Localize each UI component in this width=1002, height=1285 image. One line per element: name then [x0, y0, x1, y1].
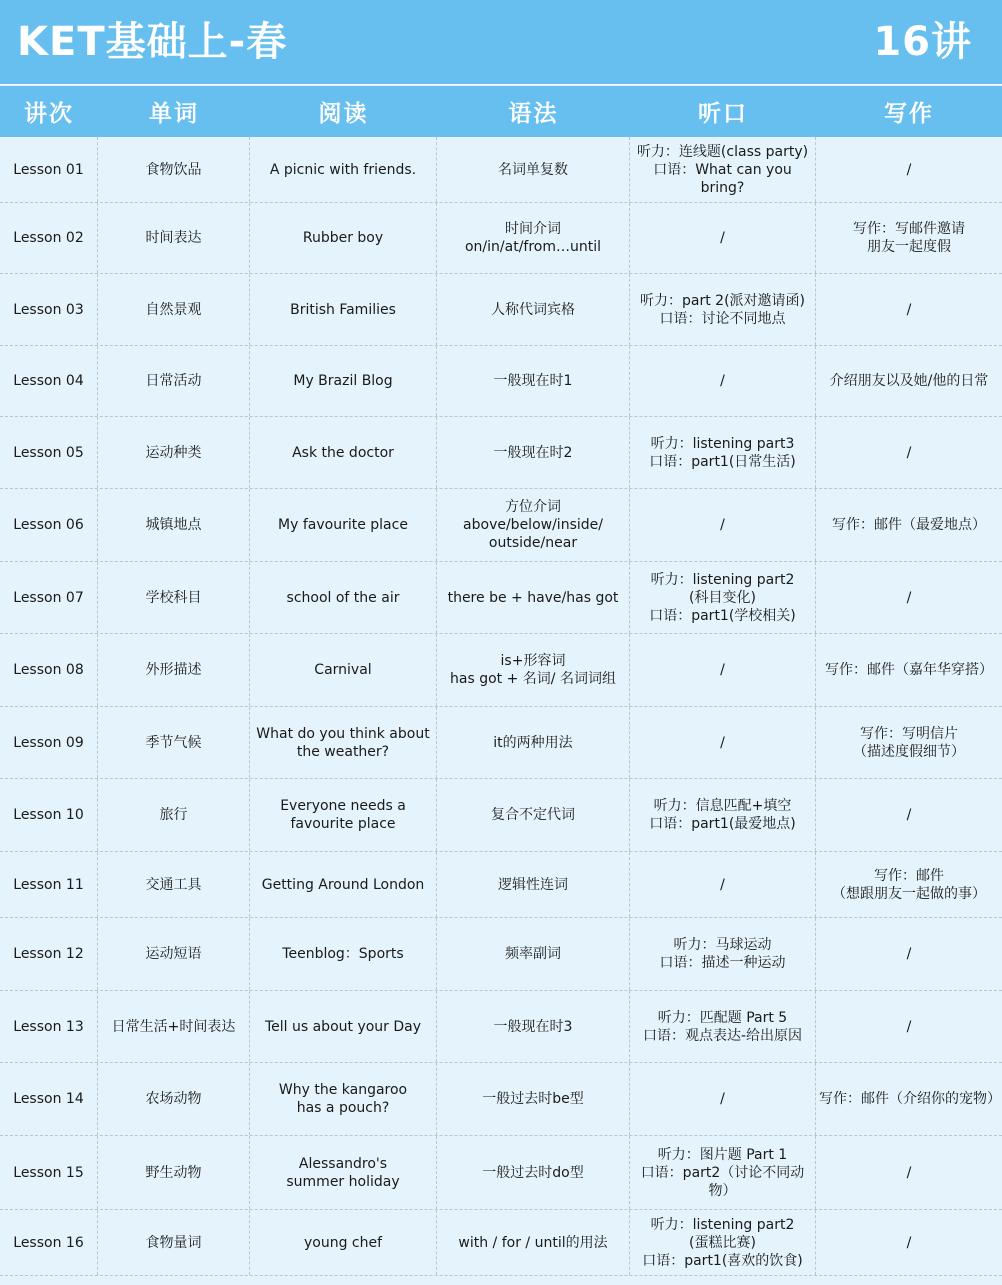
title-bar — [0, 0, 1002, 85]
grammar-cell: 一般现在时1 — [437, 346, 630, 416]
grammar-cell: 一般现在时3 — [437, 991, 630, 1062]
table-row — [0, 489, 1002, 562]
writing-cell: / — [906, 444, 912, 461]
writing-cell: 写作：写邮件邀请 朋友一起度假 — [853, 221, 965, 255]
vocabulary-cell: 运动短语 — [98, 918, 250, 990]
reading-cell: Ask the doctor — [250, 417, 437, 488]
table-header — [0, 86, 1002, 137]
listening-speaking-cell: 听力：匹配题 Part 5 口语：观点表达-给出原因 — [630, 991, 816, 1062]
writing-cell: / — [906, 1018, 912, 1035]
table-row — [0, 1136, 1002, 1210]
vocabulary-cell: 食物饮品 — [98, 137, 250, 202]
writing-cell: / — [906, 1164, 912, 1181]
session-cell: Lesson 14 — [0, 1063, 98, 1135]
reading-cell: Getting Around London — [250, 852, 437, 917]
session-cell: Lesson 07 — [0, 562, 98, 633]
writing-cell: 写作：邮件（嘉年华穿搭） — [825, 662, 993, 678]
reading-cell: A picnic with friends. — [250, 137, 437, 202]
vocabulary-cell: 城镇地点 — [98, 489, 250, 561]
lecture-count: 16讲 — [873, 19, 972, 65]
reading-cell: school of the air — [250, 562, 437, 633]
writing-cell: / — [906, 807, 912, 823]
table-body — [0, 137, 1002, 1276]
table-row — [0, 562, 1002, 634]
session-cell: Lesson 04 — [0, 346, 98, 416]
reading-cell: My favourite place — [250, 489, 437, 561]
vocabulary-cell: 食物量词 — [98, 1210, 250, 1275]
listening-speaking-cell: / — [630, 489, 816, 561]
grammar-cell: with / for / until的用法 — [437, 1210, 630, 1275]
column-header-reading: 阅读 — [318, 101, 369, 127]
table-row — [0, 417, 1002, 489]
listening-speaking-cell: / — [630, 852, 816, 917]
vocabulary-cell: 学校科目 — [98, 562, 250, 633]
reading-cell: Teenblog：Sports — [250, 918, 437, 990]
grammar-cell: 一般过去时be型 — [437, 1063, 630, 1135]
writing-cell: 写作：邮件（最爱地点） — [832, 517, 986, 533]
reading-cell: Alessandro's summer holiday — [250, 1136, 437, 1209]
table-row — [0, 779, 1002, 852]
column-header-session: 讲次 — [24, 101, 74, 127]
writing-cell: / — [906, 301, 912, 318]
page-title: KET基础上-春 — [17, 19, 288, 65]
session-cell: Lesson 09 — [0, 707, 98, 778]
listening-speaking-cell: / — [630, 346, 816, 416]
listening-speaking-cell: 听力：马球运动 口语：描述一种运动 — [630, 918, 816, 990]
grammar-cell: 一般现在时2 — [437, 417, 630, 488]
session-cell: Lesson 05 — [0, 417, 98, 488]
listening-speaking-cell: / — [630, 203, 816, 273]
grammar-cell: 名词单复数 — [437, 137, 630, 202]
grammar-cell: 方位介词 above/below/inside/ outside/near — [437, 489, 630, 561]
vocabulary-cell: 野生动物 — [98, 1136, 250, 1209]
table-row — [0, 1210, 1002, 1276]
grammar-cell: 逻辑性连词 — [437, 852, 630, 917]
table-row — [0, 991, 1002, 1063]
listening-speaking-cell: 听力：信息匹配+填空 口语：part1(最爱地点) — [630, 779, 816, 851]
writing-cell: / — [906, 946, 912, 962]
reading-cell: My Brazil Blog — [250, 346, 437, 416]
reading-cell: Everyone needs a favourite place — [250, 779, 437, 851]
grammar-cell: 时间介词 on/in/at/from…until — [437, 203, 630, 273]
vocabulary-cell: 自然景观 — [98, 274, 250, 345]
vocabulary-cell: 交通工具 — [98, 852, 250, 917]
column-header-writing: 写作 — [884, 101, 934, 127]
vocabulary-cell: 旅行 — [98, 779, 250, 851]
reading-cell: Carnival — [250, 634, 437, 706]
vocabulary-cell: 运动种类 — [98, 417, 250, 488]
writing-cell: / — [906, 1234, 912, 1251]
listening-speaking-cell: 听力：listening part2 (蛋糕比赛) 口语：part1(喜欢的饮食) — [630, 1210, 816, 1275]
writing-cell: 写作：邮件 （想跟朋友一起做的事） — [832, 867, 986, 902]
grammar-cell: 复合不定代词 — [437, 779, 630, 851]
table-row — [0, 852, 1002, 918]
listening-speaking-cell: 听力：part 2(派对邀请函) 口语：讨论不同地点 — [630, 274, 816, 345]
grammar-cell: it的两种用法 — [437, 707, 630, 778]
session-cell: Lesson 16 — [0, 1210, 98, 1275]
session-cell: Lesson 01 — [0, 137, 98, 202]
table-row — [0, 707, 1002, 779]
session-cell: Lesson 06 — [0, 489, 98, 561]
session-cell: Lesson 02 — [0, 203, 98, 273]
listening-speaking-cell: 听力：连线题(class party) 口语：What can you bring? — [630, 137, 816, 202]
reading-cell: young chef — [250, 1210, 437, 1275]
reading-cell: What do you think about the weather? — [250, 707, 437, 778]
session-cell: Lesson 15 — [0, 1136, 98, 1209]
reading-cell: Why the kangaroo has a pouch? — [250, 1063, 437, 1135]
session-cell: Lesson 10 — [0, 779, 98, 851]
reading-cell: Rubber boy — [250, 203, 437, 273]
session-cell: Lesson 08 — [0, 634, 98, 706]
table-row — [0, 274, 1002, 346]
vocabulary-cell: 外形描述 — [98, 634, 250, 706]
listening-speaking-cell: / — [630, 634, 816, 706]
table-row — [0, 1063, 1002, 1136]
writing-cell: 写作：写明信片 （描述度假细节） — [853, 725, 965, 760]
reading-cell: Tell us about your Day — [250, 991, 437, 1062]
session-cell: Lesson 11 — [0, 852, 98, 917]
writing-cell: / — [906, 161, 912, 178]
vocabulary-cell: 日常活动 — [98, 346, 250, 416]
listening-speaking-cell: 听力：listening part2 (科目变化) 口语：part1(学校相关) — [630, 562, 816, 633]
table-row — [0, 137, 1002, 203]
column-header-listening-speaking: 听口 — [698, 101, 748, 127]
vocabulary-cell: 季节气候 — [98, 707, 250, 778]
vocabulary-cell: 时间表达 — [98, 203, 250, 273]
grammar-cell: 一般过去时do型 — [437, 1136, 630, 1209]
table-row — [0, 203, 1002, 274]
table-row — [0, 634, 1002, 707]
listening-speaking-cell: 听力：图片题 Part 1 口语：part2（讨论不同动物） — [630, 1136, 816, 1209]
reading-cell: British Families — [250, 274, 437, 345]
session-cell: Lesson 13 — [0, 991, 98, 1062]
listening-speaking-cell: 听力：listening part3 口语：part1(日常生活) — [630, 417, 816, 488]
column-header-vocabulary: 单词 — [149, 101, 199, 127]
listening-speaking-cell: / — [630, 707, 816, 778]
vocabulary-cell: 日常生活+时间表达 — [98, 991, 250, 1062]
listening-speaking-cell: / — [630, 1063, 816, 1135]
grammar-cell: there be + have/has got — [437, 562, 630, 633]
table-row — [0, 918, 1002, 991]
session-cell: Lesson 03 — [0, 274, 98, 345]
table-row — [0, 346, 1002, 417]
grammar-cell: 频率副词 — [437, 918, 630, 990]
writing-cell: / — [906, 589, 912, 606]
grammar-cell: 人称代词宾格 — [437, 274, 630, 345]
column-header-grammar: 语法 — [508, 101, 559, 127]
vocabulary-cell: 农场动物 — [98, 1063, 250, 1135]
writing-cell: 介绍朋友以及她/他的日常 — [829, 373, 989, 389]
grammar-cell: is+形容词 has got + 名词/ 名词词组 — [437, 634, 630, 706]
writing-cell: 写作：邮件（介绍你的宠物） — [819, 1091, 1001, 1107]
session-cell: Lesson 12 — [0, 918, 98, 990]
